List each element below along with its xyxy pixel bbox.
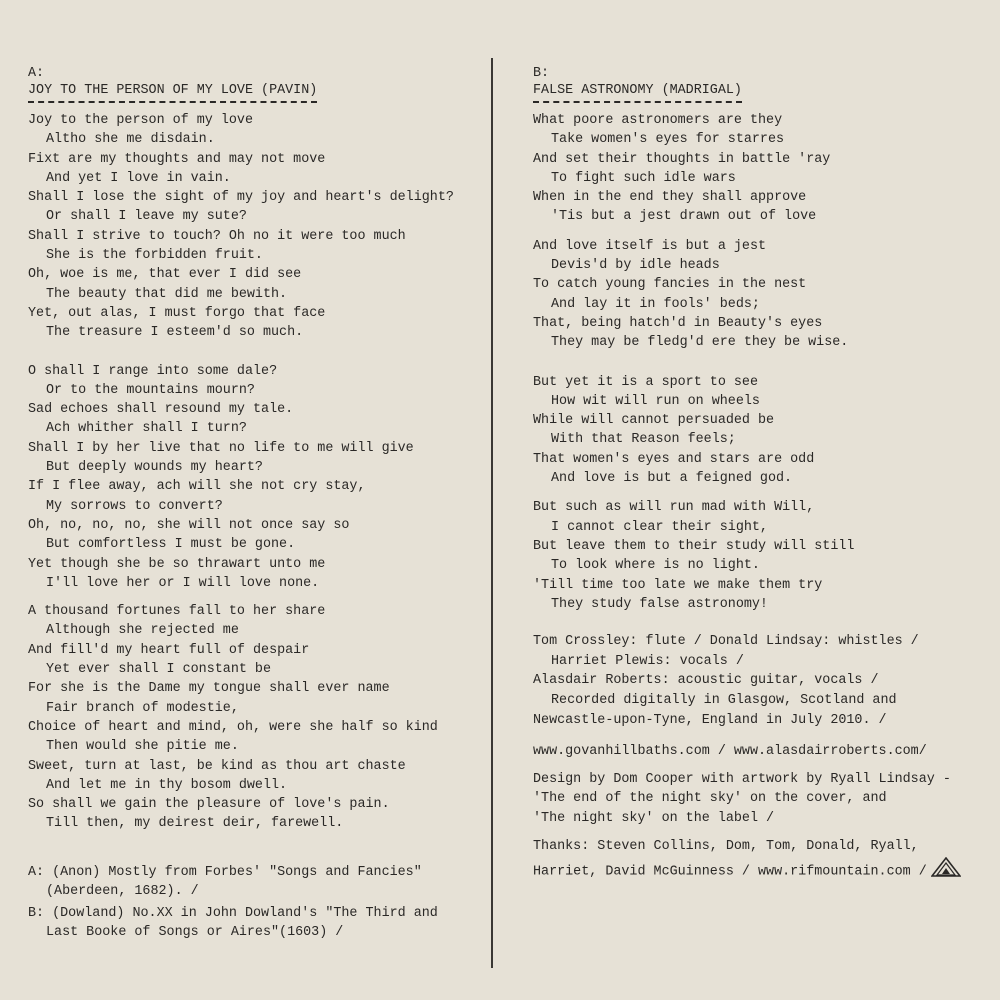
lyric-line: O shall I range into some dale? [28, 363, 278, 379]
lyric-line: I'll love her or I will love none. [46, 575, 320, 591]
lyric-line: 'Tis but a jest drawn out of love [551, 209, 817, 225]
source-note-a [28, 863, 483, 902]
lyric-line: Shall I lose the sight of my joy and heart's delight? [28, 190, 454, 206]
lyric-line: When in the end they shall approve [533, 190, 807, 206]
design-credits [533, 770, 993, 829]
song-b-stanza-1 [533, 111, 993, 227]
website-links [533, 742, 993, 762]
lyric-line: That women's eyes and stars are odd [533, 451, 815, 467]
lyric-line: Take women's eyes for starres [551, 132, 785, 148]
lyric-line: Fixt are my thoughts and may not move [28, 151, 326, 167]
lyric-line: And yet I love in vain. [46, 170, 231, 186]
lyric-line: And lay it in fools' beds; [551, 296, 760, 312]
lyric-line: Yet ever shall I constant be [46, 662, 271, 678]
credit-line: Design by Dom Cooper with artwork by Ryall Lindsay - [533, 771, 951, 787]
lyric-line: 'Till time too late we make them try [533, 577, 823, 593]
lyric-line: They may be fledg'd ere they be wise. [551, 335, 849, 351]
lyric-line: They study false astronomy! [551, 596, 768, 612]
note-line: Last Booke of Songs or Aires"(1603) / [46, 925, 344, 941]
lyric-line: But deeply wounds my heart? [46, 460, 263, 476]
lyric-line: Oh, woe is me, that ever I did see [28, 267, 302, 283]
lyric-line: Then would she pitie me. [46, 739, 239, 755]
lyric-line: Oh, no, no, no, she will not once say so [28, 517, 350, 533]
rif-mountain-logo-icon [931, 857, 961, 885]
source-note-b [28, 904, 483, 943]
lyric-line: How wit will run on wheels [551, 393, 760, 409]
song-a-column [28, 66, 483, 834]
lyric-line: That, being hatch'd in Beauty's eyes [533, 315, 823, 331]
lyric-line: And love is but a feigned god. [551, 471, 793, 487]
lyric-line: While will cannot persuaded be [533, 413, 775, 429]
lyric-line: Shall I by her live that no life to me will give [28, 440, 414, 456]
lyric-line: But leave them to their study will still [533, 538, 855, 554]
song-b-stanza-2 [533, 237, 993, 353]
lyric-line: If I flee away, ach will she not cry stay, [28, 479, 366, 495]
credit-line: Harriet, David McGuinness / www.rifmountain.com / [533, 864, 927, 880]
lyric-line: My sorrows to convert? [46, 498, 223, 514]
lyric-line: Choice of heart and mind, oh, were she half so kind [28, 719, 438, 735]
thanks [533, 837, 993, 884]
lyric-line: Joy to the person of my love [28, 113, 253, 128]
musician-credits [533, 632, 993, 730]
song-a-tag: A: [28, 66, 45, 81]
lyric-line: To catch young fancies in the nest [533, 277, 807, 293]
lyric-line: But yet it is a sport to see [533, 374, 758, 390]
song-a-title: JOY TO THE PERSON OF MY LOVE (PAVIN) [28, 82, 317, 103]
lyric-line: But such as will run mad with Will, [533, 500, 815, 516]
lyric-line: And set their thoughts in battle 'ray [533, 151, 831, 167]
note-line: B: (Dowland) No.XX in John Dowland's "The Third and [28, 906, 438, 921]
credit-line: Tom Crossley: flute / Donald Lindsay: whistles / [533, 634, 919, 650]
lyric-line: Shall I strive to touch? Oh no it were too much [28, 228, 406, 244]
song-a-stanza-1 [28, 111, 483, 343]
credit-line: Newcastle-upon-Tyne, England in July 2010. / [533, 712, 887, 728]
lyric-line: For she is the Dame my tongue shall ever name [28, 681, 390, 697]
lyric-line: To fight such idle wars [551, 170, 736, 186]
lyric-line: Fair branch of modestie, [46, 700, 239, 716]
lyric-line: Or to the mountains mourn? [46, 382, 255, 398]
column-divider [491, 58, 493, 968]
lyric-line: And love itself is but a jest [533, 238, 767, 254]
note-line: A: (Anon) Mostly from Forbes' "Songs and Fancies" [28, 865, 422, 880]
note-line: (Aberdeen, 1682). / [46, 884, 199, 900]
lyric-line: The treasure I esteem'd so much. [46, 325, 304, 341]
song-b-stanza-4 [533, 498, 993, 614]
song-b-title: FALSE ASTRONOMY (MADRIGAL) [533, 82, 742, 103]
song-a-stanza-2 [28, 362, 483, 594]
lyric-line: To look where is no light. [551, 558, 760, 574]
song-b-stanza-3 [533, 373, 993, 489]
lyric-line: And let me in thy bosom dwell. [46, 777, 288, 793]
song-b-column [533, 66, 993, 885]
credit-line: Recorded digitally in Glasgow, Scotland and [551, 692, 897, 708]
song-b-tag: B: [533, 66, 550, 81]
lyric-line: Although she rejected me [46, 623, 239, 639]
credit-line: 'The end of the night sky' on the cover, and [533, 791, 887, 807]
lyric-line: A thousand fortunes fall to her share [28, 604, 326, 620]
credit-line: Harriet Plewis: vocals / [551, 653, 744, 669]
lyric-line: Ach whither shall I turn? [46, 421, 247, 437]
lyric-line: Sad echoes shall resound my tale. [28, 402, 294, 418]
lyric-line: Yet though she be so thrawart unto me [28, 556, 326, 572]
lyric-line: Altho she me disdain. [46, 132, 215, 148]
song-a-stanza-3 [28, 602, 483, 834]
thanks-last-row [533, 857, 993, 885]
lyric-line: With that Reason feels; [551, 432, 736, 448]
lyric-line: But comfortless I must be gone. [46, 537, 296, 553]
credit-line: Thanks: Steven Collins, Dom, Tom, Donald, Ryall, [533, 839, 919, 855]
lyric-line: She is the forbidden fruit. [46, 248, 263, 264]
lyric-line: Sweet, turn at last, be kind as thou art chaste [28, 758, 406, 774]
lyric-line: I cannot clear their sight, [551, 519, 768, 535]
lyric-line: The beauty that did me bewith. [46, 286, 288, 302]
lyric-line: What poore astronomers are they [533, 113, 783, 128]
lyric-line: Till then, my deirest deir, farewell. [46, 816, 344, 832]
lyric-line: Devis'd by idle heads [551, 258, 720, 274]
lyric-line: So shall we gain the pleasure of love's pain. [28, 797, 390, 813]
credit-line: Alasdair Roberts: acoustic guitar, vocals / [533, 673, 879, 689]
credit-line: 'The night sky' on the label / [533, 810, 775, 826]
lyric-line: Yet, out alas, I must forgo that face [28, 305, 326, 321]
lyric-line: And fill'd my heart full of despair [28, 642, 310, 658]
lyric-line: Or shall I leave my sute? [46, 209, 247, 225]
website-line: www.govanhillbaths.com / www.alasdairroberts.com/ [533, 744, 927, 760]
